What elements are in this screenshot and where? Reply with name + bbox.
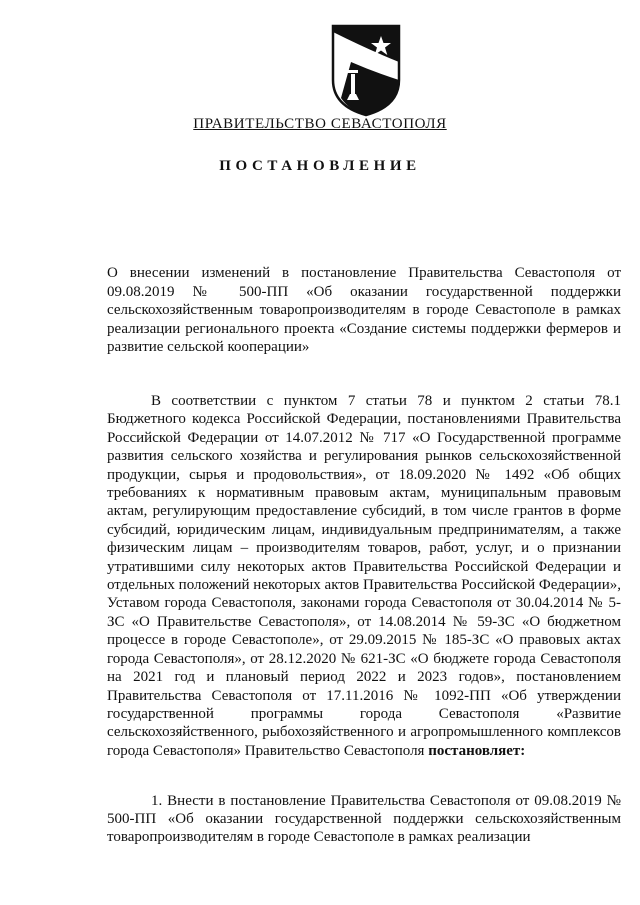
preamble-paragraph [107,392,621,760]
sevastopol-coat-of-arms-icon [329,22,403,118]
document-type-heading: ПОСТАНОВЛЕНИЕ [219,158,421,174]
government-name [0,116,640,133]
preamble-text: В соответствии с пунктом 7 статьи 78 и пунктом 2 статьи 78.1 Бюджетного кодекса Российской Федерации, постановлениями Правительства Российской Федерации от 14.07.2012 № 717 «О Государственной программе развития сельского хозяйства и регулирования рынков сельскохозяйственной продукции, сырья и продовольствия», от 18.09.2020 № 1492 «Об общих требованиях к нормативным правовым актам, муниципальным правовым актам, регулирующим предоставление субсидий, в том числе грантов в форме субсидий, юридическим лицам, индивидуальным предпринимателям, а также физическим лицам – производителям товаров, работ, услуг, и о признании утратившими силу некоторых актов Правительства Российской Федерации и отдельных положений некоторых актов Правительства Российской Федерации», Уставом города Севастополя, законами города Севастополя от 30.04.2014 № 5-ЗС «О Правительстве Севастополя», от 14.08.2014 № 59-ЗС «О бюджетном процессе в городе Севастополе», от 29.09.2015 № 185-ЗС «О правовых актах города Севастополя», от 28.12.2020 № 621-ЗС «О бюджете города Севастополя на 2021 год и плановый период 2022 и 2023 годов», постановлением Правительства Севастополя от 17.11.2016 № 1092-ПП «Об утверждении государственной программы города Севастополя «Развитие сельскохозяйственного, рыбохозяйственного и агропромышленного комплексов города Севастополя» Правительство Севастополя [107,393,621,759]
government-name-text: ПРАВИТЕЛЬСТВО СЕВАСТОПОЛЯ [193,116,447,132]
document-subject: О внесении изменений в постановление Правительства Севастополя от 09.08.2019 № 500-ПП «Об оказании государственной поддержки сельскохозяйственным товаропроизводителям в городе Севастополе в рамках реализации регионального проекта «Создание системы поддержки фермеров и развитие сельской кооперации» [107,265,621,356]
resolves-word: постановляет: [428,742,526,759]
clause-1: 1. Внести в постановление Правительства Севастополя от 09.08.2019 № 500-ПП «Об оказании государственной поддержки сельскохозяйственным товаропроизводителям в городе Севастополе в рамках реализации [107,793,621,846]
